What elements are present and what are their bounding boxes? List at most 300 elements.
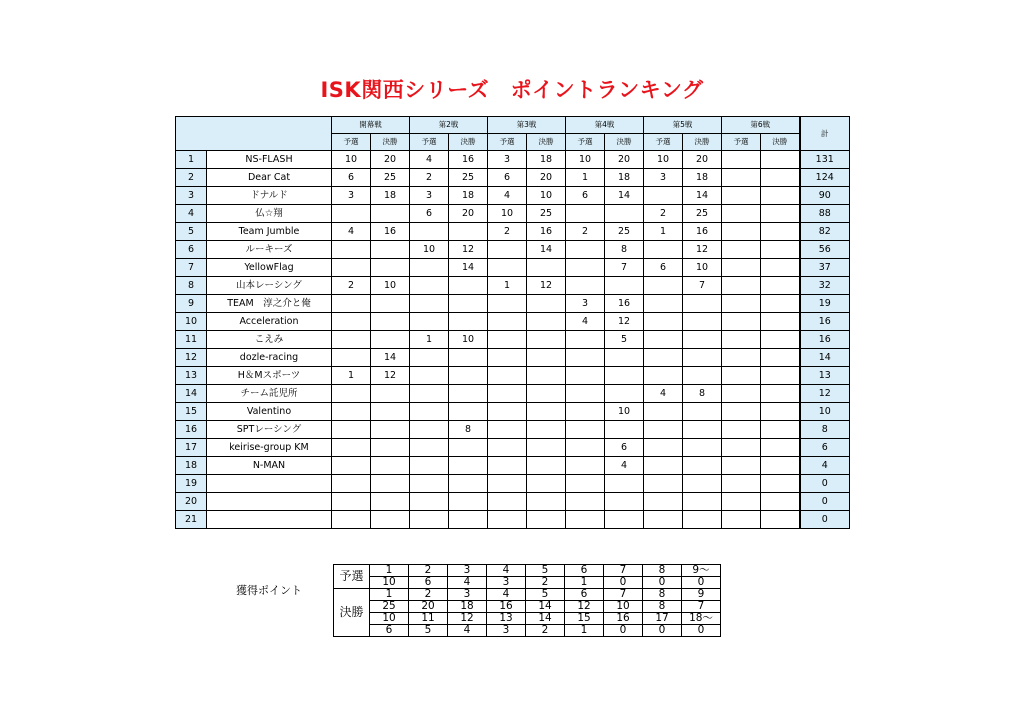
points-rank-cell: 1 — [370, 565, 409, 577]
score-cell: 10 — [683, 259, 722, 277]
total-cell: 8 — [800, 421, 850, 439]
points-rank-cell: 1 — [370, 589, 409, 601]
score-cell — [644, 493, 683, 511]
score-cell: 16 — [683, 223, 722, 241]
total-cell: 90 — [800, 187, 850, 205]
points-rank-cell: 18〜 — [682, 613, 721, 625]
score-cell — [488, 493, 527, 511]
team-name-cell: ドナルド — [207, 187, 332, 205]
rank-cell: 16 — [176, 421, 207, 439]
score-cell — [761, 187, 800, 205]
score-cell — [488, 421, 527, 439]
score-cell — [761, 277, 800, 295]
team-name-cell — [207, 493, 332, 511]
points-value-cell: 18 — [448, 601, 487, 613]
score-cell — [566, 277, 605, 295]
race-header: 第6戦 — [722, 117, 800, 134]
score-cell — [761, 241, 800, 259]
team-name-cell: SPTレーシング — [207, 421, 332, 439]
total-cell: 37 — [800, 259, 850, 277]
score-cell — [761, 493, 800, 511]
points-value-cell: 12 — [565, 601, 604, 613]
score-cell — [644, 403, 683, 421]
score-cell: 3 — [644, 169, 683, 187]
total-cell: 4 — [800, 457, 850, 475]
stage-header: 予選 — [722, 134, 761, 151]
race-header: 開幕戦 — [332, 117, 410, 134]
table-row — [176, 457, 850, 475]
score-cell — [371, 493, 410, 511]
qualifying-stage-label: 予選 — [334, 565, 370, 589]
score-cell — [566, 439, 605, 457]
points-value-cell: 0 — [643, 577, 682, 589]
table-row — [176, 241, 850, 259]
score-cell — [722, 313, 761, 331]
score-cell: 3 — [332, 187, 371, 205]
score-cell: 8 — [605, 241, 644, 259]
score-cell — [761, 331, 800, 349]
rank-cell: 10 — [176, 313, 207, 331]
table-row — [176, 439, 850, 457]
score-cell — [761, 457, 800, 475]
score-cell — [761, 205, 800, 223]
score-cell — [527, 511, 566, 529]
rank-cell: 18 — [176, 457, 207, 475]
score-cell: 6 — [488, 169, 527, 187]
score-cell — [527, 331, 566, 349]
score-cell — [722, 223, 761, 241]
header-row-races — [176, 117, 850, 134]
score-cell — [605, 385, 644, 403]
score-cell — [566, 331, 605, 349]
score-cell — [488, 475, 527, 493]
points-rank-cell: 8 — [643, 589, 682, 601]
header-blank — [176, 117, 332, 151]
score-cell — [332, 511, 371, 529]
score-cell — [449, 367, 488, 385]
score-cell — [488, 313, 527, 331]
score-cell — [332, 241, 371, 259]
stage-header: 予選 — [332, 134, 371, 151]
points-value-row — [334, 625, 721, 637]
score-cell — [644, 421, 683, 439]
table-row — [176, 403, 850, 421]
score-cell — [371, 295, 410, 313]
points-value-cell: 0 — [682, 577, 721, 589]
score-cell — [644, 511, 683, 529]
score-cell: 6 — [566, 187, 605, 205]
score-cell — [488, 385, 527, 403]
score-cell — [449, 457, 488, 475]
score-cell — [722, 187, 761, 205]
score-cell: 14 — [527, 241, 566, 259]
score-cell — [449, 277, 488, 295]
points-value-cell: 1 — [565, 625, 604, 637]
score-cell: 4 — [644, 385, 683, 403]
score-cell — [527, 259, 566, 277]
score-cell — [683, 331, 722, 349]
score-cell — [371, 511, 410, 529]
score-cell: 10 — [488, 205, 527, 223]
score-cell: 8 — [449, 421, 488, 439]
table-row — [176, 349, 850, 367]
score-cell — [605, 205, 644, 223]
score-cell — [527, 313, 566, 331]
score-cell — [410, 493, 449, 511]
points-value-cell: 0 — [604, 577, 643, 589]
score-cell — [644, 475, 683, 493]
score-cell — [527, 421, 566, 439]
score-cell: 20 — [683, 151, 722, 169]
score-cell — [722, 475, 761, 493]
score-cell: 25 — [527, 205, 566, 223]
score-cell — [566, 457, 605, 475]
points-value-cell: 10 — [604, 601, 643, 613]
score-cell: 1 — [410, 331, 449, 349]
score-cell — [410, 259, 449, 277]
score-cell — [644, 349, 683, 367]
score-cell — [410, 349, 449, 367]
points-rank-cell: 12 — [448, 613, 487, 625]
race-header: 第5戦 — [644, 117, 722, 134]
score-cell — [683, 511, 722, 529]
total-cell: 32 — [800, 277, 850, 295]
team-name-cell: N-MAN — [207, 457, 332, 475]
points-value-cell: 5 — [409, 625, 448, 637]
points-rank-cell: 6 — [565, 589, 604, 601]
score-cell — [761, 403, 800, 421]
score-cell — [332, 259, 371, 277]
score-cell: 14 — [449, 259, 488, 277]
score-cell — [605, 475, 644, 493]
stage-header: 決勝 — [449, 134, 488, 151]
score-cell — [722, 295, 761, 313]
race-header: 第2戦 — [410, 117, 488, 134]
score-cell: 1 — [644, 223, 683, 241]
points-value-cell: 0 — [643, 625, 682, 637]
total-cell: 82 — [800, 223, 850, 241]
points-value-cell: 14 — [526, 601, 565, 613]
score-cell — [683, 295, 722, 313]
score-cell — [332, 457, 371, 475]
table-row — [176, 151, 850, 169]
score-cell — [527, 349, 566, 367]
score-cell — [449, 475, 488, 493]
race-header: 第3戦 — [488, 117, 566, 134]
score-cell — [488, 349, 527, 367]
score-cell — [722, 259, 761, 277]
table-row — [176, 493, 850, 511]
score-cell — [332, 331, 371, 349]
points-rank-cell: 5 — [526, 589, 565, 601]
score-cell: 12 — [371, 367, 410, 385]
score-cell — [371, 457, 410, 475]
score-cell — [761, 385, 800, 403]
table-row — [176, 205, 850, 223]
points-value-cell: 8 — [643, 601, 682, 613]
table-row — [176, 223, 850, 241]
points-rank-row — [334, 565, 721, 577]
score-cell: 25 — [371, 169, 410, 187]
table-row — [176, 259, 850, 277]
score-cell — [410, 313, 449, 331]
rank-cell: 11 — [176, 331, 207, 349]
table-row — [176, 385, 850, 403]
score-cell — [566, 259, 605, 277]
score-cell — [605, 511, 644, 529]
points-rank-cell: 15 — [565, 613, 604, 625]
score-cell — [644, 277, 683, 295]
score-cell: 1 — [488, 277, 527, 295]
score-cell: 2 — [332, 277, 371, 295]
stage-header: 予選 — [410, 134, 449, 151]
score-cell — [488, 439, 527, 457]
score-cell — [488, 367, 527, 385]
rank-cell: 14 — [176, 385, 207, 403]
score-cell — [605, 421, 644, 439]
team-name-cell: YellowFlag — [207, 259, 332, 277]
stage-header: 予選 — [488, 134, 527, 151]
final-stage-label: 決勝 — [334, 589, 370, 637]
score-cell — [410, 439, 449, 457]
score-cell: 10 — [605, 403, 644, 421]
score-cell — [449, 295, 488, 313]
score-cell — [644, 313, 683, 331]
score-cell — [761, 421, 800, 439]
table-row — [176, 187, 850, 205]
total-header: 計 — [800, 117, 850, 151]
score-cell — [722, 169, 761, 187]
rank-cell: 6 — [176, 241, 207, 259]
score-cell — [761, 367, 800, 385]
score-cell: 18 — [371, 187, 410, 205]
score-cell: 5 — [605, 331, 644, 349]
score-cell — [761, 313, 800, 331]
score-cell: 6 — [605, 439, 644, 457]
score-cell — [371, 403, 410, 421]
team-name-cell: H＆Mスポーツ — [207, 367, 332, 385]
table-row — [176, 295, 850, 313]
total-cell: 16 — [800, 313, 850, 331]
score-cell: 16 — [527, 223, 566, 241]
score-cell — [566, 367, 605, 385]
score-cell — [566, 241, 605, 259]
total-cell: 16 — [800, 331, 850, 349]
score-cell — [722, 367, 761, 385]
score-cell — [410, 223, 449, 241]
score-cell: 12 — [449, 241, 488, 259]
points-value-cell: 4 — [448, 625, 487, 637]
score-cell — [761, 511, 800, 529]
team-name-cell: dozle-racing — [207, 349, 332, 367]
points-value-cell: 16 — [487, 601, 526, 613]
stage-header: 決勝 — [761, 134, 800, 151]
points-value-cell: 2 — [526, 625, 565, 637]
score-cell: 10 — [332, 151, 371, 169]
score-cell — [566, 475, 605, 493]
score-cell — [449, 349, 488, 367]
points-value-cell: 3 — [487, 577, 526, 589]
score-cell: 3 — [488, 151, 527, 169]
total-cell: 131 — [800, 151, 850, 169]
score-cell: 1 — [566, 169, 605, 187]
score-cell — [761, 295, 800, 313]
points-rank-cell: 7 — [604, 589, 643, 601]
score-cell: 10 — [566, 151, 605, 169]
score-cell: 2 — [410, 169, 449, 187]
score-cell — [722, 331, 761, 349]
points-rank-cell: 13 — [487, 613, 526, 625]
score-cell — [332, 349, 371, 367]
score-cell: 12 — [683, 241, 722, 259]
score-cell — [761, 439, 800, 457]
rank-cell: 3 — [176, 187, 207, 205]
total-cell: 88 — [800, 205, 850, 223]
score-cell — [605, 277, 644, 295]
rank-cell: 5 — [176, 223, 207, 241]
rank-cell: 13 — [176, 367, 207, 385]
score-cell — [371, 439, 410, 457]
score-cell — [410, 457, 449, 475]
points-value-cell: 3 — [487, 625, 526, 637]
score-cell — [644, 295, 683, 313]
score-cell — [332, 295, 371, 313]
score-cell — [644, 187, 683, 205]
score-cell: 18 — [449, 187, 488, 205]
total-cell: 0 — [800, 511, 850, 529]
points-rank-cell: 5 — [526, 565, 565, 577]
score-cell — [332, 421, 371, 439]
ranking-table — [175, 116, 850, 529]
team-name-cell: 仏☆翔 — [207, 205, 332, 223]
rank-cell: 1 — [176, 151, 207, 169]
points-value-cell: 6 — [370, 625, 409, 637]
score-cell — [371, 241, 410, 259]
score-cell — [722, 403, 761, 421]
score-cell — [605, 493, 644, 511]
score-cell: 16 — [605, 295, 644, 313]
score-cell — [722, 385, 761, 403]
score-cell — [449, 439, 488, 457]
score-cell: 14 — [605, 187, 644, 205]
score-cell — [371, 475, 410, 493]
score-cell: 6 — [332, 169, 371, 187]
score-cell — [644, 367, 683, 385]
score-cell: 4 — [332, 223, 371, 241]
score-cell — [410, 511, 449, 529]
score-cell — [761, 475, 800, 493]
score-cell: 12 — [605, 313, 644, 331]
score-cell: 18 — [683, 169, 722, 187]
score-cell — [527, 439, 566, 457]
score-cell — [371, 331, 410, 349]
stage-header: 予選 — [644, 134, 683, 151]
score-cell — [527, 367, 566, 385]
points-value-cell: 4 — [448, 577, 487, 589]
score-cell — [527, 475, 566, 493]
score-cell — [488, 403, 527, 421]
score-cell — [761, 259, 800, 277]
points-rank-cell: 7 — [604, 565, 643, 577]
score-cell: 25 — [683, 205, 722, 223]
score-cell — [410, 385, 449, 403]
stage-header: 予選 — [566, 134, 605, 151]
score-cell: 20 — [527, 169, 566, 187]
score-cell — [332, 385, 371, 403]
rank-cell: 7 — [176, 259, 207, 277]
score-cell: 25 — [449, 169, 488, 187]
score-cell: 20 — [371, 151, 410, 169]
rank-cell: 17 — [176, 439, 207, 457]
team-name-cell — [207, 475, 332, 493]
team-name-cell: Dear Cat — [207, 169, 332, 187]
score-cell: 10 — [449, 331, 488, 349]
score-cell — [410, 295, 449, 313]
score-cell: 4 — [488, 187, 527, 205]
points-value-cell: 0 — [604, 625, 643, 637]
points-value-cell: 2 — [526, 577, 565, 589]
score-cell — [644, 241, 683, 259]
score-cell — [488, 259, 527, 277]
score-cell — [722, 241, 761, 259]
score-cell — [527, 385, 566, 403]
points-rank-cell: 11 — [409, 613, 448, 625]
score-cell: 16 — [371, 223, 410, 241]
stage-header: 決勝 — [605, 134, 644, 151]
score-cell — [488, 295, 527, 313]
score-cell — [722, 439, 761, 457]
score-cell — [371, 313, 410, 331]
table-row — [176, 277, 850, 295]
score-cell: 4 — [566, 313, 605, 331]
total-cell: 0 — [800, 493, 850, 511]
score-cell — [761, 349, 800, 367]
score-cell: 20 — [605, 151, 644, 169]
points-rank-cell: 16 — [604, 613, 643, 625]
score-cell — [449, 223, 488, 241]
points-rank-cell: 4 — [487, 589, 526, 601]
total-cell: 14 — [800, 349, 850, 367]
score-cell — [332, 439, 371, 457]
points-rank-cell: 3 — [448, 565, 487, 577]
total-cell: 10 — [800, 403, 850, 421]
score-cell — [566, 421, 605, 439]
team-name-cell: 山本レーシング — [207, 277, 332, 295]
score-cell: 7 — [605, 259, 644, 277]
score-cell — [722, 511, 761, 529]
points-value-row — [334, 601, 721, 613]
total-cell: 56 — [800, 241, 850, 259]
score-cell — [683, 403, 722, 421]
score-cell — [488, 511, 527, 529]
score-cell — [527, 457, 566, 475]
points-value-cell: 20 — [409, 601, 448, 613]
points-value-cell: 6 — [409, 577, 448, 589]
score-cell: 6 — [410, 205, 449, 223]
score-cell: 10 — [644, 151, 683, 169]
score-cell: 6 — [644, 259, 683, 277]
rank-cell: 21 — [176, 511, 207, 529]
score-cell — [761, 169, 800, 187]
score-cell — [605, 367, 644, 385]
total-cell: 124 — [800, 169, 850, 187]
team-name-cell: Team Jumble — [207, 223, 332, 241]
team-name-cell: Valentino — [207, 403, 332, 421]
score-cell — [371, 259, 410, 277]
score-cell — [410, 475, 449, 493]
score-cell — [332, 493, 371, 511]
score-cell — [683, 439, 722, 457]
